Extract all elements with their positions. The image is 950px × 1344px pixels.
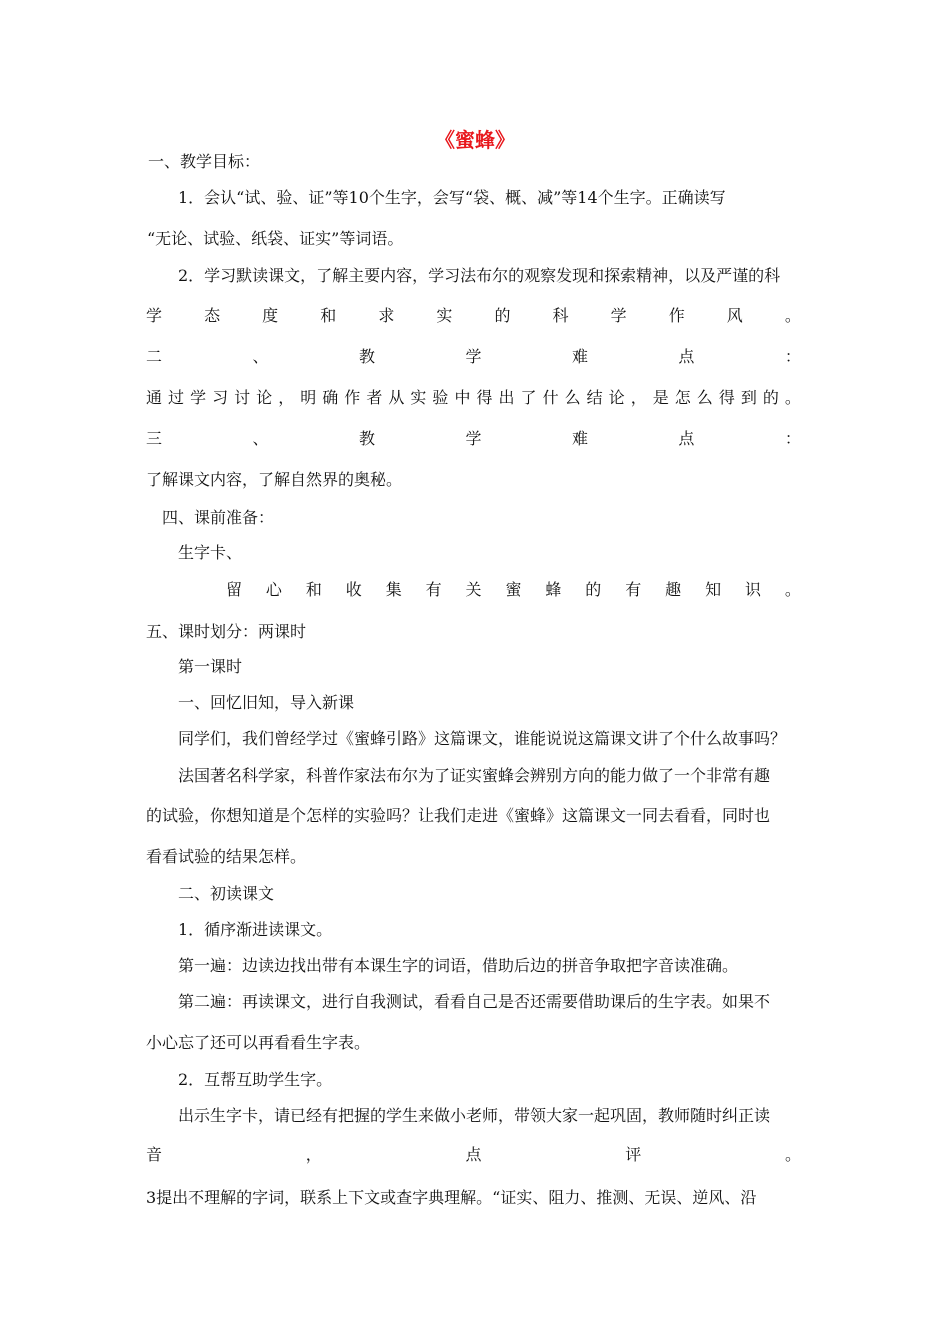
spread-char: 出 <box>498 388 515 407</box>
spread-char: 难 <box>571 347 588 366</box>
spread-char: 音 <box>146 1145 163 1164</box>
paragraph-line: 2．互帮互助学生字。 <box>178 1070 333 1089</box>
spread-char: 是 <box>652 388 669 407</box>
spread-char: 学 <box>465 429 482 448</box>
spread-char: ， <box>305 1145 322 1164</box>
spread-char: 者 <box>366 388 383 407</box>
spread-char: 难 <box>571 429 588 448</box>
spread-char: 学 <box>190 388 207 407</box>
spread-char: 知 <box>705 580 722 599</box>
spread-char: 论 <box>256 388 273 407</box>
spread-char: 讨 <box>234 388 251 407</box>
spread-char: 度 <box>262 306 279 325</box>
spread-char: 和 <box>320 306 337 325</box>
spread-char: ： <box>784 429 801 448</box>
spread-char: 实 <box>410 388 427 407</box>
justified-line <box>226 578 801 602</box>
paragraph-line: 生字卡、 <box>178 543 243 562</box>
spread-char: 三 <box>146 429 163 448</box>
spread-char: 点 <box>465 1145 482 1164</box>
spread-char: 通 <box>146 388 163 407</box>
spread-char: 二 <box>146 347 163 366</box>
section-heading: 四、课前准备： <box>162 508 275 527</box>
spread-char: 学 <box>610 306 627 325</box>
spread-char: 学 <box>146 306 163 325</box>
spread-char: 点 <box>678 429 695 448</box>
spread-char: 作 <box>344 388 361 407</box>
paragraph-line: 1．循序渐进读课文。 <box>178 920 333 939</box>
spread-char: 。 <box>784 580 801 599</box>
spread-char: 过 <box>168 388 185 407</box>
spread-char: 点 <box>678 347 695 366</box>
spread-char: 和 <box>305 580 322 599</box>
paragraph-line: 3提出不理解的字词，联系上下文或查字典理解。“证实、阻力、推测、无误、逆风、沿 <box>146 1188 757 1207</box>
spread-char: 。 <box>784 388 801 407</box>
spread-char: 得 <box>476 388 493 407</box>
spread-char: 从 <box>388 388 405 407</box>
spread-char: 。 <box>784 1145 801 1164</box>
document-title: 《蜜蜂》 <box>435 128 515 152</box>
step-heading: 一、回忆旧知，导入新课 <box>178 693 355 712</box>
spread-char: ， <box>278 388 295 407</box>
spread-char: 蜜 <box>505 580 522 599</box>
spread-char: 什 <box>542 388 559 407</box>
spread-char: 趣 <box>665 580 682 599</box>
spread-char: 风 <box>726 306 743 325</box>
justified-line <box>146 304 801 328</box>
spread-char: 么 <box>564 388 581 407</box>
justified-line <box>146 386 801 410</box>
spread-char: 关 <box>465 580 482 599</box>
paragraph-line: 第一遍：边读边找出带有本课生字的词语，借助后边的拼音争取把字音读准确。 <box>178 956 739 975</box>
spread-char: 、 <box>252 429 269 448</box>
spread-char: 评 <box>625 1145 642 1164</box>
spread-char: 教 <box>358 347 375 366</box>
spread-char: 态 <box>204 306 221 325</box>
section-heading: 一、教学目标： <box>148 152 261 171</box>
spread-char: 结 <box>586 388 603 407</box>
spread-char: 收 <box>345 580 362 599</box>
spread-char: 学 <box>465 347 482 366</box>
step-heading: 二、初读课文 <box>178 884 275 903</box>
paragraph-line: 看看试验的结果怎样。 <box>146 847 307 866</box>
spread-char: 作 <box>668 306 685 325</box>
lesson-heading: 第一课时 <box>178 657 243 676</box>
section-heading: 五、课时划分：两课时 <box>146 622 307 641</box>
paragraph-line: 第二遍：再读课文，进行自我测试，看看自己是否还需要借助课后的生字表。如果不 <box>178 992 771 1011</box>
spread-char: 有 <box>425 580 442 599</box>
spread-char: 到 <box>740 388 757 407</box>
spread-char: 的 <box>762 388 779 407</box>
spread-char: 验 <box>432 388 449 407</box>
spread-char: 么 <box>696 388 713 407</box>
spread-char: 中 <box>454 388 471 407</box>
spread-char: 确 <box>322 388 339 407</box>
paragraph-line: 了解课文内容，了解自然界的奥秘。 <box>146 470 403 489</box>
spread-char: 识 <box>744 580 761 599</box>
spread-char: ： <box>784 347 801 366</box>
spread-char: 论 <box>608 388 625 407</box>
spread-char: 科 <box>552 306 569 325</box>
paragraph-line: 出示生字卡，请已经有把握的学生来做小老师，带领大家一起巩固，教师随时纠正读 <box>178 1106 771 1125</box>
spread-char: 的 <box>585 580 602 599</box>
paragraph-line: 小心忘了还可以再看看生字表。 <box>146 1033 371 1052</box>
spread-char: 的 <box>494 306 511 325</box>
spread-char: 实 <box>436 306 453 325</box>
paragraph-line: 的试验，你想知道是个怎样的实验吗？让我们走进《蜜蜂》这篇课文一同去看看，同时也 <box>146 806 771 825</box>
section-heading <box>146 345 801 369</box>
spread-char: 怎 <box>674 388 691 407</box>
paragraph-line: 2．学习默读课文，了解主要内容，学习法布尔的观察发现和探索精神，以及严谨的科 <box>178 266 781 285</box>
spread-char: 集 <box>385 580 402 599</box>
spread-char: 求 <box>378 306 395 325</box>
spread-char: 心 <box>265 580 282 599</box>
spread-char: 留 <box>226 580 243 599</box>
justified-line <box>146 1143 801 1167</box>
spread-char: 。 <box>784 306 801 325</box>
paragraph-line: 法国著名科学家，科普作家法布尔为了证实蜜蜂会辨别方向的能力做了一个非常有趣 <box>178 766 771 785</box>
spread-char: 有 <box>625 580 642 599</box>
spread-char: 蜂 <box>545 580 562 599</box>
spread-char: 明 <box>300 388 317 407</box>
paragraph-line: 同学们，我们曾经学过《蜜蜂引路》这篇课文，谁能说说这篇课文讲了个什么故事吗？ <box>178 729 787 748</box>
spread-char: 习 <box>212 388 229 407</box>
spread-char: 了 <box>520 388 537 407</box>
section-heading <box>146 427 801 451</box>
spread-char: 得 <box>718 388 735 407</box>
paragraph-line: “无论、试验、纸袋、证实”等词语。 <box>147 229 404 248</box>
spread-char: ， <box>630 388 647 407</box>
paragraph-line: 1．会认“试、验、证”等10个生字，会写“袋、概、减”等14个生字。正确读写 <box>178 188 726 207</box>
spread-char: 教 <box>358 429 375 448</box>
spread-char: 、 <box>252 347 269 366</box>
